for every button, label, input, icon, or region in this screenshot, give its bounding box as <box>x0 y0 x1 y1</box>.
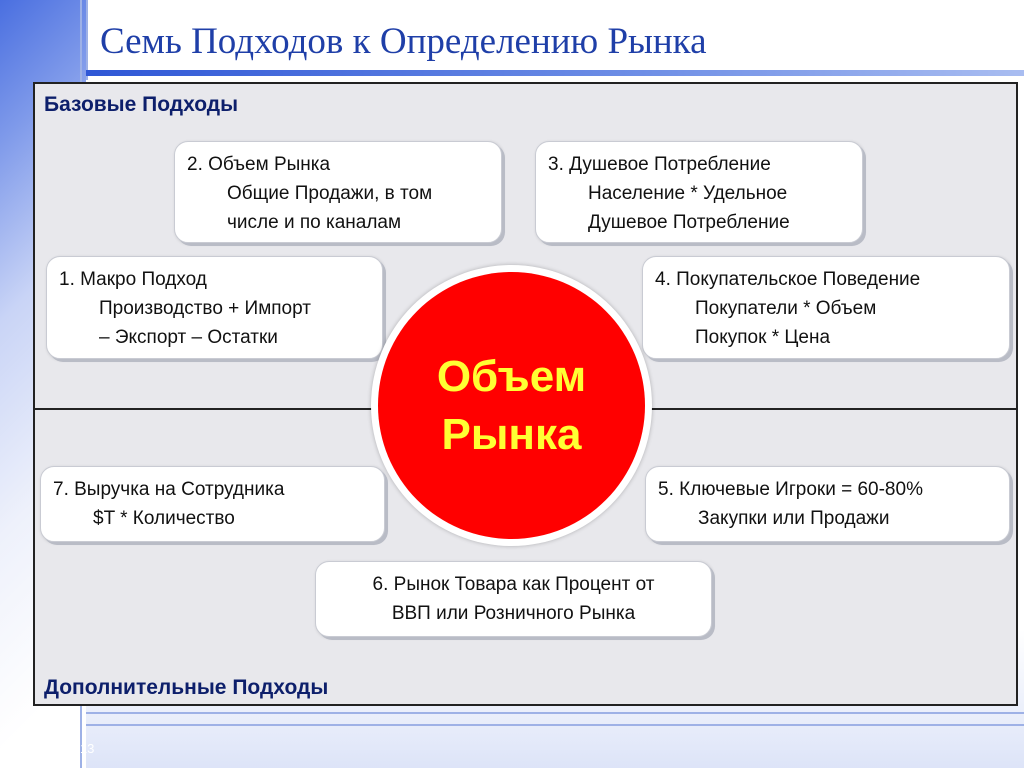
center-circle <box>378 272 645 539</box>
card-title: 3. Душевое Потребление <box>548 154 771 175</box>
card-buyer-behavior <box>642 256 1010 359</box>
card-macro <box>46 256 383 359</box>
card-title: 4. Покупательское Поведение <box>655 269 921 290</box>
card-title: 1. Макро Подход <box>59 269 207 290</box>
card-title: 5. Ключевые Игроки = 60-80% <box>658 479 923 500</box>
card-title: 7. Выручка на Сотрудника <box>53 479 285 500</box>
card-title: 2. Объем Рынка <box>187 154 331 175</box>
card-text: Покупатели * Объем <box>695 298 877 319</box>
card-text: – Экспорт – Остатки <box>99 327 278 348</box>
top-section-label: Базовые Подходы <box>44 93 239 116</box>
decor-line <box>86 712 1024 714</box>
page-number: - 13 <box>72 741 95 756</box>
slide-title: Семь Подходов к Определению Рынка <box>100 21 707 62</box>
title-underline <box>86 70 1024 76</box>
card-gdp-percent <box>315 561 712 637</box>
card-revenue-per-employee <box>40 466 385 542</box>
bottom-section-label: Дополнительные Подходы <box>44 676 329 699</box>
card-title: 6. Рынок Товара как Процент от <box>372 574 655 595</box>
center-label-line2: Рынка <box>441 409 582 459</box>
card-text: ВВП или Розничного Рынка <box>391 603 636 624</box>
card-text: Общие Продажи, в том <box>227 183 433 204</box>
card-text: Производство + Импорт <box>99 298 311 319</box>
card-market-volume <box>174 141 502 243</box>
card-text: $T * Количество <box>93 508 235 529</box>
card-text: Душевое Потребление <box>588 212 790 233</box>
card-text: Закупки или Продажи <box>698 508 890 529</box>
card-text: Население * Удельное <box>588 183 788 204</box>
center-label-line1: Объем <box>436 351 587 401</box>
card-per-capita <box>535 141 863 243</box>
decor-line <box>86 724 1024 726</box>
card-key-players <box>645 466 1010 542</box>
card-text: числе и по каналам <box>227 212 402 233</box>
decor-line <box>86 0 88 80</box>
card-text: Покупок * Цена <box>695 327 831 348</box>
